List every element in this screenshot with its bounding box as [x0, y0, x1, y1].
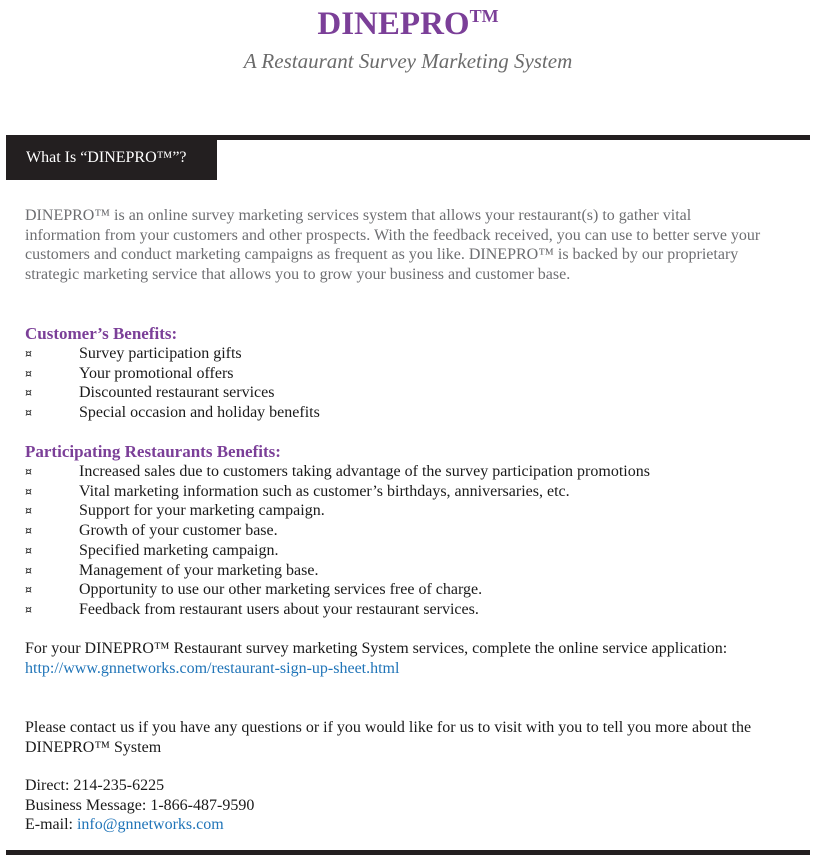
list-item: [25, 600, 650, 620]
email-link[interactable]: info@gnnetworks.com: [76, 816, 224, 834]
application-text: For your DINEPRO™ Restaurant survey marketing System services, complete the online service application:: [25, 640, 728, 657]
intro-paragraph: DINEPRO™ is an online survey marketing services system that allows your restaurant(s) to gather vital information from your customers and other prospects. With the feedback received, you can use to better serve your customers and conduct marketing campaigns as frequent as you like. DINEPRO™ is backed by our proprietary strategic marketing service that allows you to grow your business and customer base.: [25, 207, 761, 283]
list-item: [25, 501, 650, 521]
bullet-icon: ¤: [25, 543, 32, 557]
bullet-icon: ¤: [25, 366, 32, 380]
list-item: [25, 383, 320, 403]
list-item: [25, 521, 650, 541]
bullet-icon: ¤: [25, 563, 32, 577]
list-item-text: Special occasion and holiday benefits: [79, 404, 320, 422]
bullet-icon: ¤: [25, 602, 32, 616]
bullet-icon: ¤: [25, 524, 32, 538]
business-message-label: Business Message:: [25, 796, 151, 814]
bottom-divider: [6, 850, 810, 855]
customer-benefits-list: [25, 344, 320, 423]
list-item-text: Management of your marketing base.: [79, 561, 319, 579]
email-label: E-mail:: [25, 816, 77, 834]
list-item: [25, 462, 650, 482]
bullet-icon: ¤: [25, 465, 32, 478]
bullet-icon: ¤: [25, 347, 32, 360]
bullet-icon: ¤: [25, 406, 32, 420]
section-heading-tab: What Is “DINEPRO™”?: [6, 135, 217, 180]
list-item-text: Discounted restaurant services: [79, 384, 275, 402]
customer-benefits-heading: Customer’s Benefits:: [25, 324, 178, 343]
bullet-icon: ¤: [25, 504, 32, 518]
application-paragraph: [25, 639, 765, 678]
restaurant-benefits-heading: Participating Restaurants Benefits:: [25, 442, 281, 461]
page-title-text: DINEPRO: [317, 6, 470, 42]
business-message-value: 1-866-487-9590: [150, 796, 255, 814]
list-item: [25, 541, 650, 561]
list-item-text: Feedback from restaurant users about your restaurant services.: [79, 600, 479, 618]
bullet-icon: ¤: [25, 386, 32, 400]
list-item: [25, 561, 650, 581]
list-item-text: Specified marketing campaign.: [79, 541, 279, 559]
bullet-icon: ¤: [25, 583, 32, 597]
direct-phone-line: [25, 776, 254, 796]
email-line: [25, 815, 254, 835]
list-item-text: Survey participation gifts: [79, 345, 242, 362]
business-message-line: [25, 796, 254, 816]
list-item: [25, 482, 650, 502]
list-item: [25, 403, 320, 423]
contact-block: [25, 776, 254, 835]
list-item-text: Your promotional offers: [79, 364, 234, 382]
list-item: [25, 580, 650, 600]
restaurant-benefits-list: [25, 462, 650, 620]
list-item-text: Growth of your customer base.: [79, 522, 278, 540]
list-item-text: Vital marketing information such as customer’s birthdays, anniversaries, etc.: [79, 482, 570, 500]
sign-up-link[interactable]: http://www.gnnetworks.com/restaurant-sign-up-sheet.html: [25, 659, 400, 677]
page-subtitle: A Restaurant Survey Marketing System: [243, 49, 573, 73]
list-item-text: Support for your marketing campaign.: [79, 502, 325, 520]
direct-phone-label: Direct:: [25, 777, 74, 794]
bullet-icon: ¤: [25, 484, 32, 498]
trademark-mark: TM: [469, 6, 499, 26]
page-title: [0, 4, 816, 44]
direct-phone-value: 214-235-6225: [73, 777, 165, 794]
list-item: [25, 344, 320, 364]
contact-note: Please contact us if you have any questions or if you would like for us to visit with you to tell you more about the DINEPRO™ System: [25, 719, 752, 756]
list-item-text: Increased sales due to customers taking advantage of the survey participation promotions: [79, 463, 650, 480]
list-item: [25, 364, 320, 384]
list-item-text: Opportunity to use our other marketing services free of charge.: [79, 581, 483, 599]
